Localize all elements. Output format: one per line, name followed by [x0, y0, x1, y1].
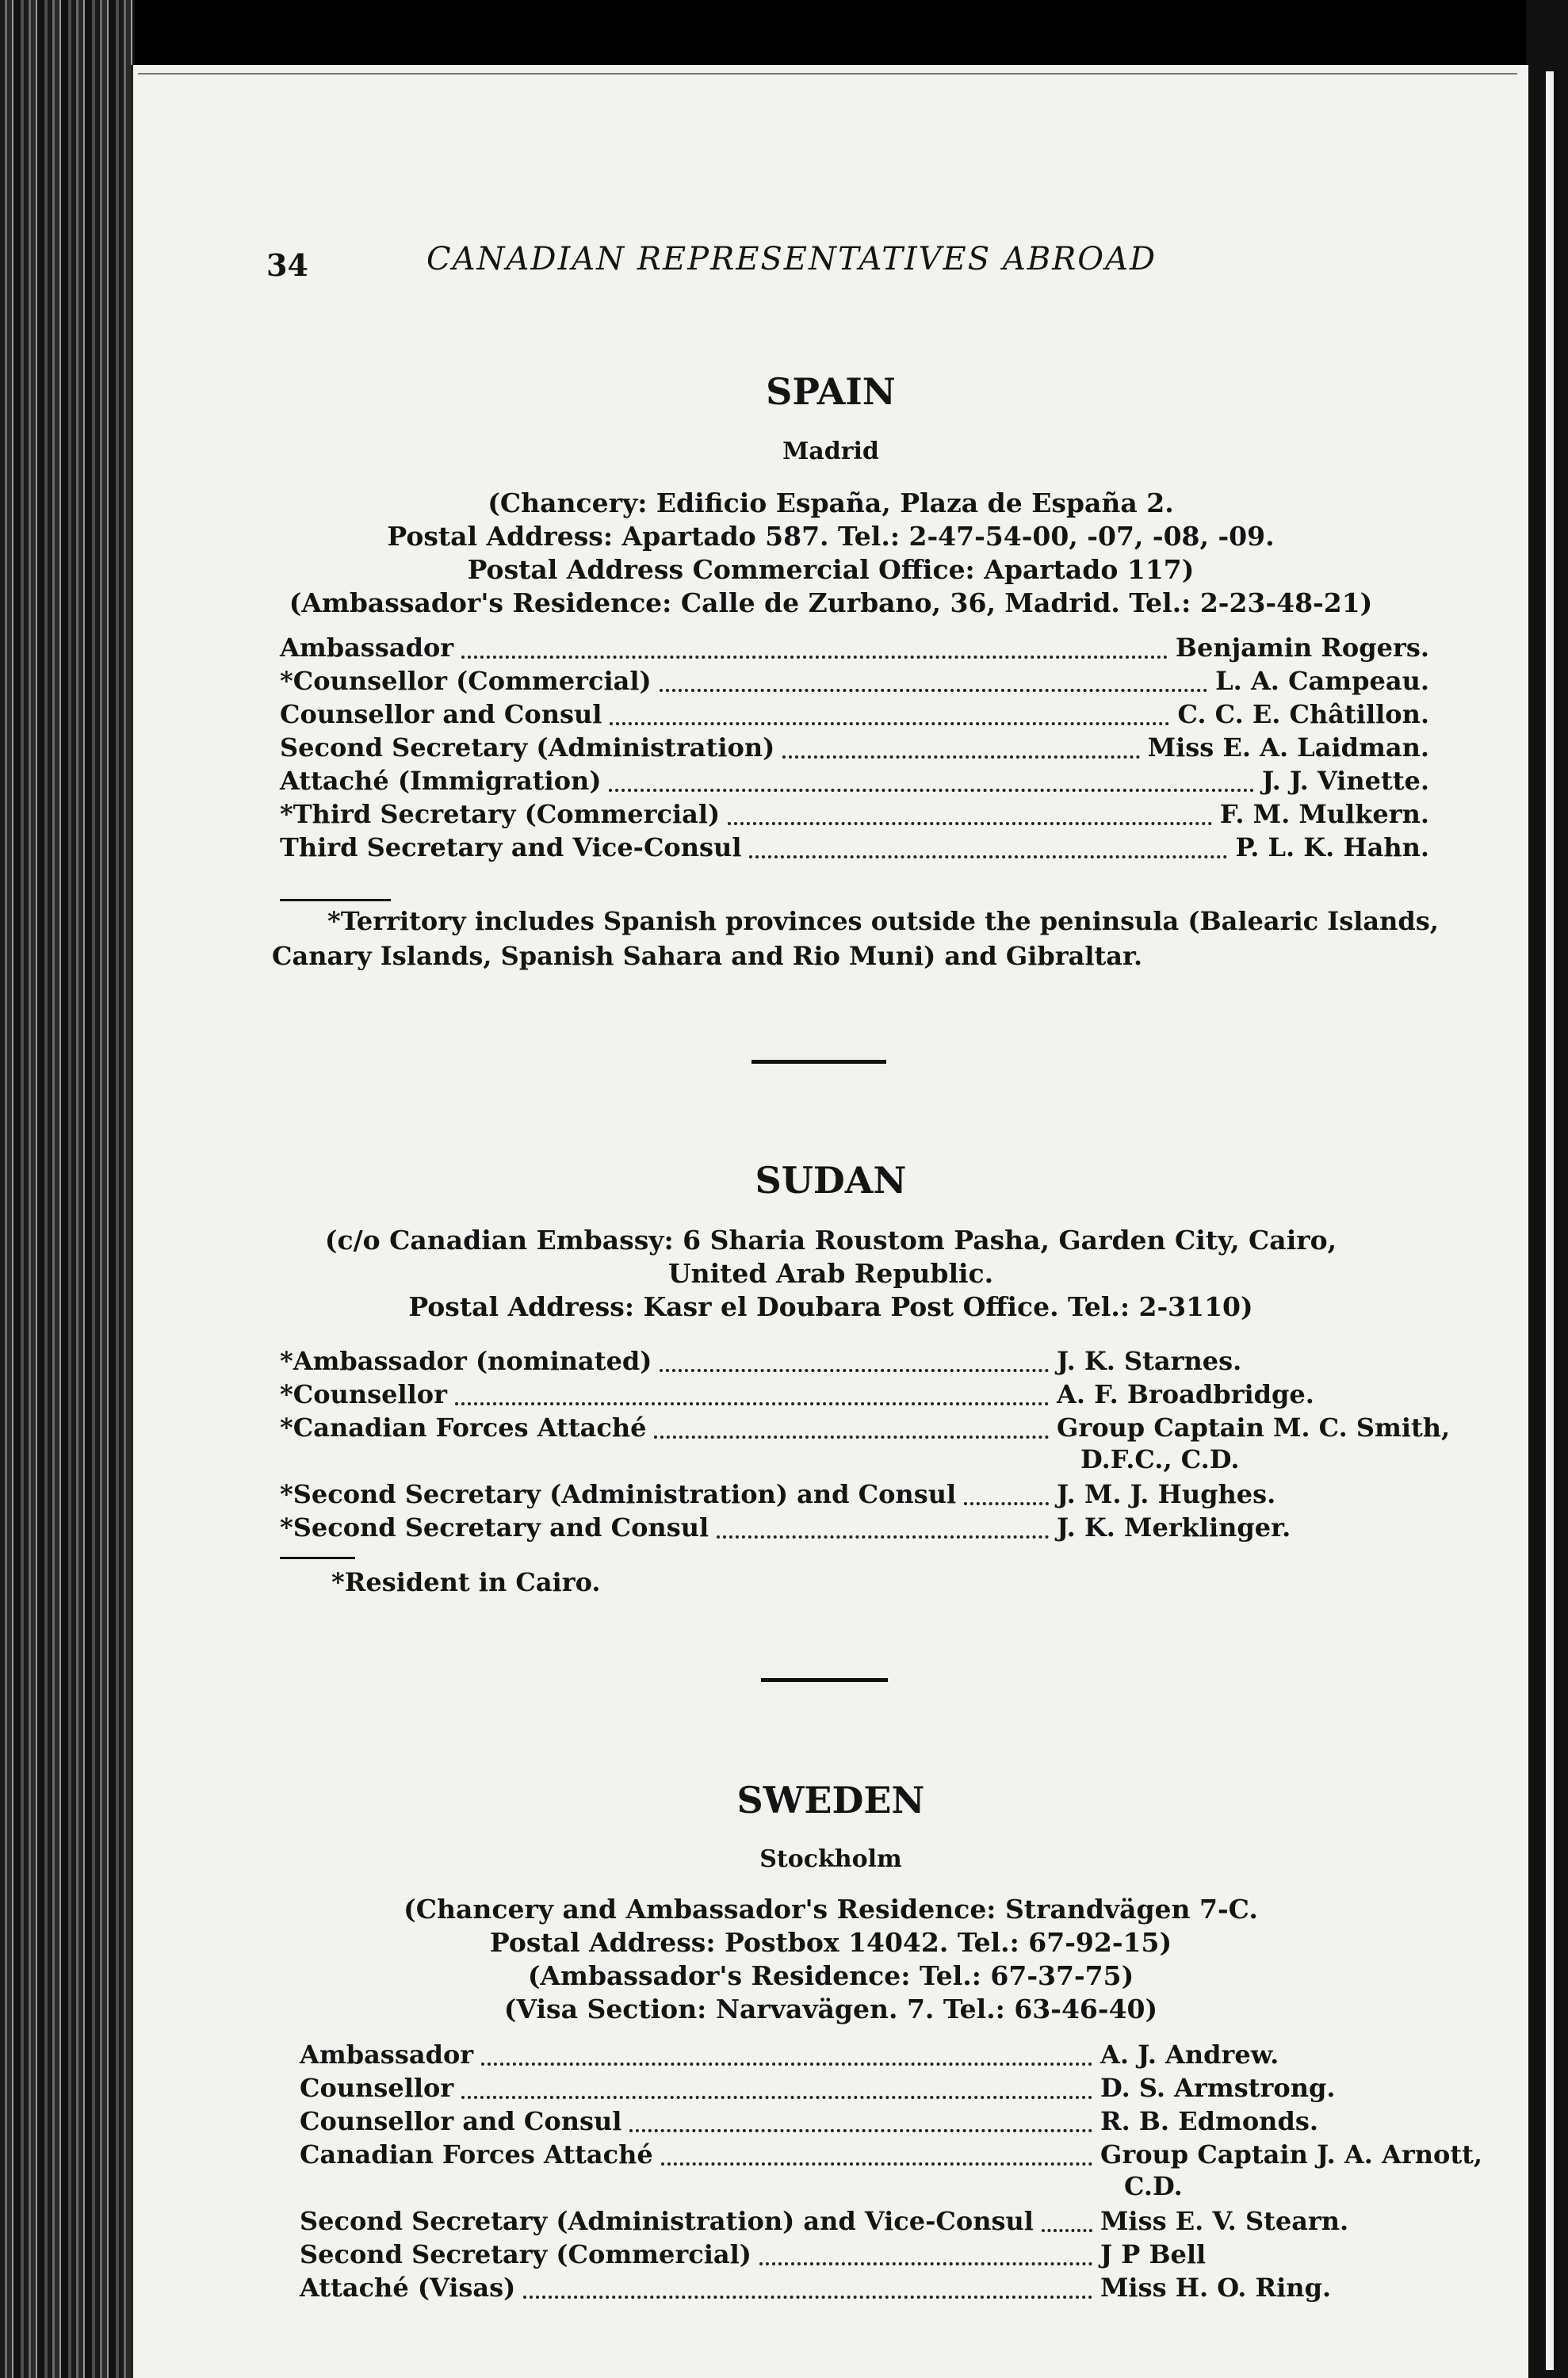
- staff-name: [1057, 1412, 1453, 1475]
- staff-row: [280, 732, 1429, 765]
- city-stockholm: Stockholm: [759, 1845, 902, 1873]
- staff-row: [280, 632, 1429, 665]
- address-line: (Ambassador's Residence: Calle de Zurbano, 36, Madrid. Tel.: 2-23-48-21): [289, 587, 1373, 618]
- staff-row: [300, 2105, 1473, 2139]
- staff-title: Second Secretary (Administration): [280, 732, 775, 763]
- staff-row: [280, 1512, 1453, 1545]
- staff-name: Benjamin Rogers.: [1175, 633, 1429, 663]
- staff-title: Counsellor and Consul: [280, 699, 602, 729]
- footnote-sudan: *Resident in Cairo.: [331, 1567, 601, 1597]
- address-line: (Visa Section: Narvavägen. 7. Tel.: 63-46-40): [503, 1994, 1158, 2024]
- staff-row: [280, 798, 1429, 832]
- leader-dots: [610, 698, 1169, 725]
- staff-title: Counsellor and Consul: [300, 2106, 622, 2136]
- address-line: United Arab Republic.: [667, 1258, 994, 1289]
- leader-dots: [964, 1478, 1049, 1505]
- leader-dots: [523, 2272, 1092, 2299]
- staff-name: J. K. Merklinger.: [1057, 1512, 1291, 1543]
- staff-name: J. K. Starnes.: [1057, 1346, 1242, 1376]
- staff-row: [280, 1378, 1453, 1412]
- staff-title: *Third Secretary (Commercial): [280, 799, 721, 829]
- section-divider: [751, 1060, 886, 1064]
- staff-name: L. A. Campeau.: [1215, 666, 1429, 696]
- staff-name: J P Bell: [1100, 2239, 1207, 2269]
- address-line: (Ambassador's Residence: Tel.: 67-37-75): [527, 1960, 1134, 1991]
- staff-title: *Second Secretary and Consul: [280, 1512, 709, 1543]
- leader-dots: [461, 632, 1168, 659]
- footnote-rule: [280, 1557, 355, 1559]
- footnote-rule: [280, 899, 391, 901]
- city-madrid: Madrid: [782, 438, 879, 465]
- staff-row: [300, 2139, 1483, 2205]
- leader-dots: [654, 1412, 1049, 1439]
- leader-dots: [660, 665, 1208, 692]
- staff-name: C. C. E. Châtillon.: [1177, 699, 1429, 729]
- staff-list-sweden: [300, 2039, 1483, 2305]
- staff-title: Second Secretary (Commercial): [300, 2239, 751, 2269]
- leader-dots: [782, 732, 1139, 759]
- staff-row: [300, 2272, 1473, 2305]
- staff-name: R. B. Edmonds.: [1100, 2106, 1318, 2136]
- staff-name-line: Group Captain M. C. Smith,: [1057, 1413, 1451, 1443]
- staff-title: Attaché (Immigration): [280, 766, 602, 796]
- staff-row: [300, 2039, 1473, 2072]
- staff-name: Miss E. V. Stearn.: [1100, 2206, 1349, 2236]
- section-title-sudan: SUDAN: [755, 1159, 907, 1202]
- staff-name-line: C.D.: [1124, 2171, 1183, 2201]
- right-page-stripe: [1546, 71, 1554, 2370]
- staff-row: [280, 1412, 1453, 1478]
- leader-dots: [1042, 2205, 1092, 2232]
- address-block-sudan: [133, 1224, 1528, 1324]
- staff-title: *Canadian Forces Attaché: [280, 1413, 647, 1443]
- staff-title: *Second Secretary (Administration) and Consul: [280, 1479, 957, 1509]
- section-divider: [761, 1678, 888, 1682]
- staff-row: [280, 832, 1429, 865]
- address-line: Postal Address: Postbox 14042. Tel.: 67-92-15): [489, 1927, 1172, 1958]
- staff-row: [280, 1478, 1453, 1512]
- staff-title: Counsellor: [300, 2073, 454, 2103]
- address-line: (Chancery and Ambassador's Residence: Strandvägen 7-C.: [403, 1894, 1258, 1925]
- staff-name: J. J. Vinette.: [1262, 766, 1429, 796]
- staff-title: *Ambassador (nominated): [280, 1346, 652, 1376]
- leader-dots: [660, 1345, 1049, 1372]
- address-line: (c/o Canadian Embassy: 6 Sharia Roustom Pasha, Garden City, Cairo,: [324, 1225, 1337, 1256]
- staff-title: *Counsellor: [280, 1379, 447, 1409]
- staff-list-spain: [280, 632, 1429, 865]
- staff-name: Miss E. A. Laidman.: [1147, 732, 1429, 763]
- leader-dots: [481, 2039, 1092, 2066]
- running-header: CANADIAN REPRESENTATIVES ABROAD: [426, 241, 1157, 277]
- section-title-spain: SPAIN: [766, 370, 896, 413]
- staff-list-sudan: [280, 1345, 1453, 1545]
- staff-title: Second Secretary (Administration) and Vice-Consul: [300, 2206, 1034, 2236]
- staff-title: Ambassador: [300, 2040, 474, 2070]
- leader-dots: [661, 2139, 1092, 2166]
- page-number: 34: [266, 247, 308, 283]
- leader-dots: [717, 1512, 1049, 1539]
- leader-dots: [461, 2072, 1092, 2099]
- staff-name: A. J. Andrew.: [1100, 2040, 1279, 2070]
- staff-title: Attaché (Visas): [300, 2273, 516, 2303]
- staff-title: *Counsellor (Commercial): [280, 666, 652, 696]
- leader-dots: [609, 765, 1254, 792]
- leader-dots: [455, 1378, 1049, 1405]
- staff-title: Canadian Forces Attaché: [300, 2139, 653, 2170]
- leader-dots: [629, 2105, 1092, 2132]
- staff-name-line: Group Captain J. A. Arnott,: [1100, 2139, 1483, 2170]
- staff-row: [300, 2238, 1473, 2272]
- page-top-edge: [138, 73, 1517, 75]
- staff-row: [300, 2072, 1473, 2105]
- staff-name: F. M. Mulkern.: [1219, 799, 1429, 829]
- staff-row: [280, 698, 1429, 732]
- staff-row: [280, 765, 1429, 798]
- book-binding: [0, 0, 135, 2378]
- leader-dots: [759, 2238, 1092, 2265]
- staff-row: [300, 2205, 1473, 2238]
- staff-row: [280, 1345, 1453, 1378]
- staff-name: J. M. J. Hughes.: [1057, 1479, 1276, 1509]
- staff-name: A. F. Broadbridge.: [1057, 1379, 1314, 1409]
- document-page: [131, 65, 1528, 2378]
- section-title-sweden: SWEDEN: [736, 1779, 925, 1822]
- staff-name: [1100, 2139, 1483, 2202]
- staff-title: Ambassador: [280, 633, 454, 663]
- staff-name-line: D.F.C., C.D.: [1080, 1444, 1240, 1474]
- address-block-spain: [133, 487, 1528, 620]
- address-line: (Chancery: Edificio España, Plaza de España 2.: [488, 487, 1174, 518]
- leader-dots: [749, 832, 1227, 858]
- staff-row: [280, 665, 1429, 698]
- address-line: Postal Address: Kasr el Doubara Post Office. Tel.: 2-3110): [408, 1291, 1253, 1322]
- staff-name: D. S. Armstrong.: [1100, 2073, 1336, 2103]
- address-block-sweden: [133, 1893, 1528, 2026]
- address-line: Postal Address Commercial Office: Apartado 117): [467, 554, 1195, 585]
- address-line: Postal Address: Apartado 587. Tel.: 2-47-54-00, -07, -08, -09.: [387, 521, 1275, 552]
- staff-name: Miss H. O. Ring.: [1100, 2273, 1332, 2303]
- footnote-spain: *Territory includes Spanish provinces outside the peninsula (Balearic Islands, Canary Islands, Spanish Sahara and Rio Muni) and Gibraltar.: [272, 906, 1439, 971]
- staff-name: P. L. K. Hahn.: [1235, 832, 1429, 862]
- staff-title: Third Secretary and Vice-Consul: [280, 832, 742, 862]
- leader-dots: [728, 798, 1212, 825]
